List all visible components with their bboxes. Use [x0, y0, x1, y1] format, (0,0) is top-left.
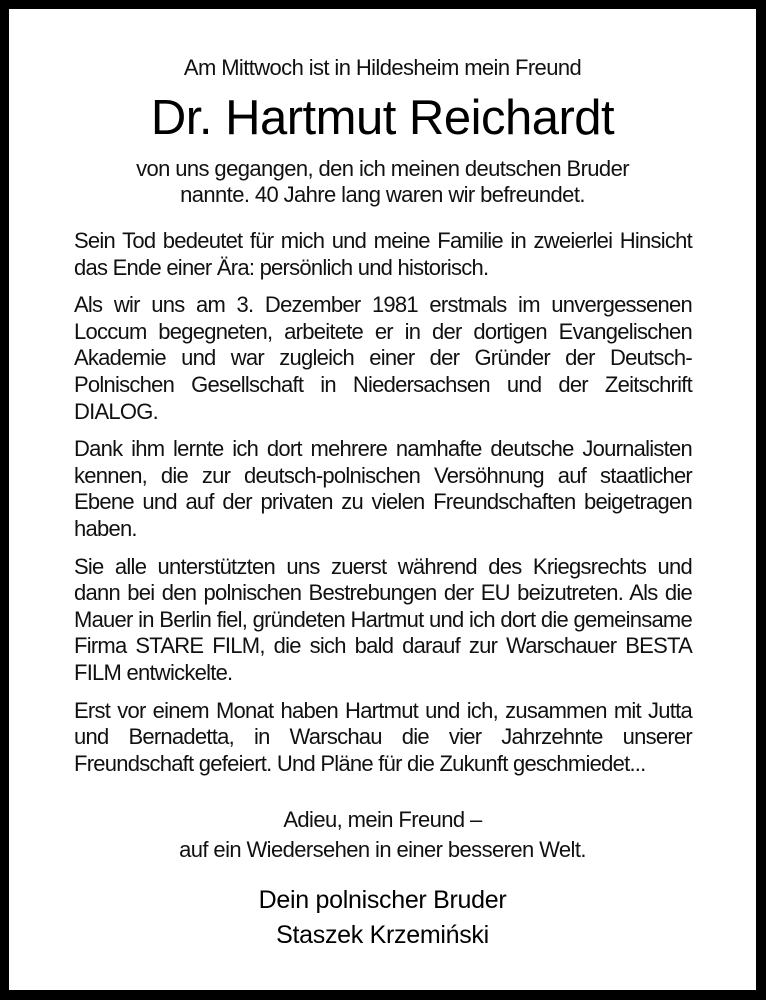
signature	[9, 883, 756, 953]
farewell-line-1: Adieu, mein Freund –	[283, 807, 482, 832]
paragraph-3: Dank ihm lernte ich dort mehrere namhafte deutsche Journalisten kennen, die zur deutsch-polnischen Versöhnung auf staatlicher Ebene und auf der privaten zu vielen Freundschaften beigetragen haben.	[74, 436, 692, 541]
farewell	[9, 805, 756, 865]
sub-line-2: nannte. 40 Jahre lang waren wir befreundet.	[180, 182, 585, 207]
obituary-page	[9, 9, 756, 990]
paragraph-1: Sein Tod bedeutet für mich und meine Familie in zweierlei Hinsicht das Ende einer Ära: persönlich und historisch.	[74, 228, 692, 280]
signature-name: Staszek Krzemiński	[276, 921, 489, 949]
intro-line: Am Mittwoch ist in Hildesheim mein Freund	[183, 55, 582, 80]
deceased-name: Dr. Hartmut Reichardt	[150, 91, 615, 145]
sub-heading	[9, 156, 756, 208]
paragraph-4: Sie alle unterstützten uns zuerst während des Kriegsrechts und dann bei den polnischen Bestrebungen der EU beizutreten. Als die Mauer in Berlin fiel, gründeten Hartmut und ich dort die gemeinsame Firma STARE FILM, die sich bald darauf zur Warschauer BESTA FILM entwickelte.	[74, 553, 692, 685]
farewell-line-2: auf ein Wiedersehen in einer besseren Welt.	[179, 837, 586, 862]
paragraph-5: Erst vor einem Monat haben Hartmut und ich, zusammen mit Jutta und Bernadetta, in Warschau die vier Jahrzehnte unserer Freundschaft gefeiert. Und Pläne für die Zukunft geschmiedet...	[74, 697, 692, 776]
signature-line-1: Dein polnischer Bruder	[258, 886, 507, 914]
obituary-body	[74, 228, 692, 788]
paragraph-2: Als wir uns am 3. Dezember 1981 erstmals im unvergessenen Loccum begegneten, arbeitete er in der dortigen Evangelischen Akademie und war zugleich einer der Gründer der Deutsch-Polnischen Gesellschaft in Niedersachsen und der Zeitschrift DIALOG.	[74, 292, 692, 424]
sub-line-1: von uns gegangen, den ich meinen deutschen Bruder	[136, 156, 629, 181]
